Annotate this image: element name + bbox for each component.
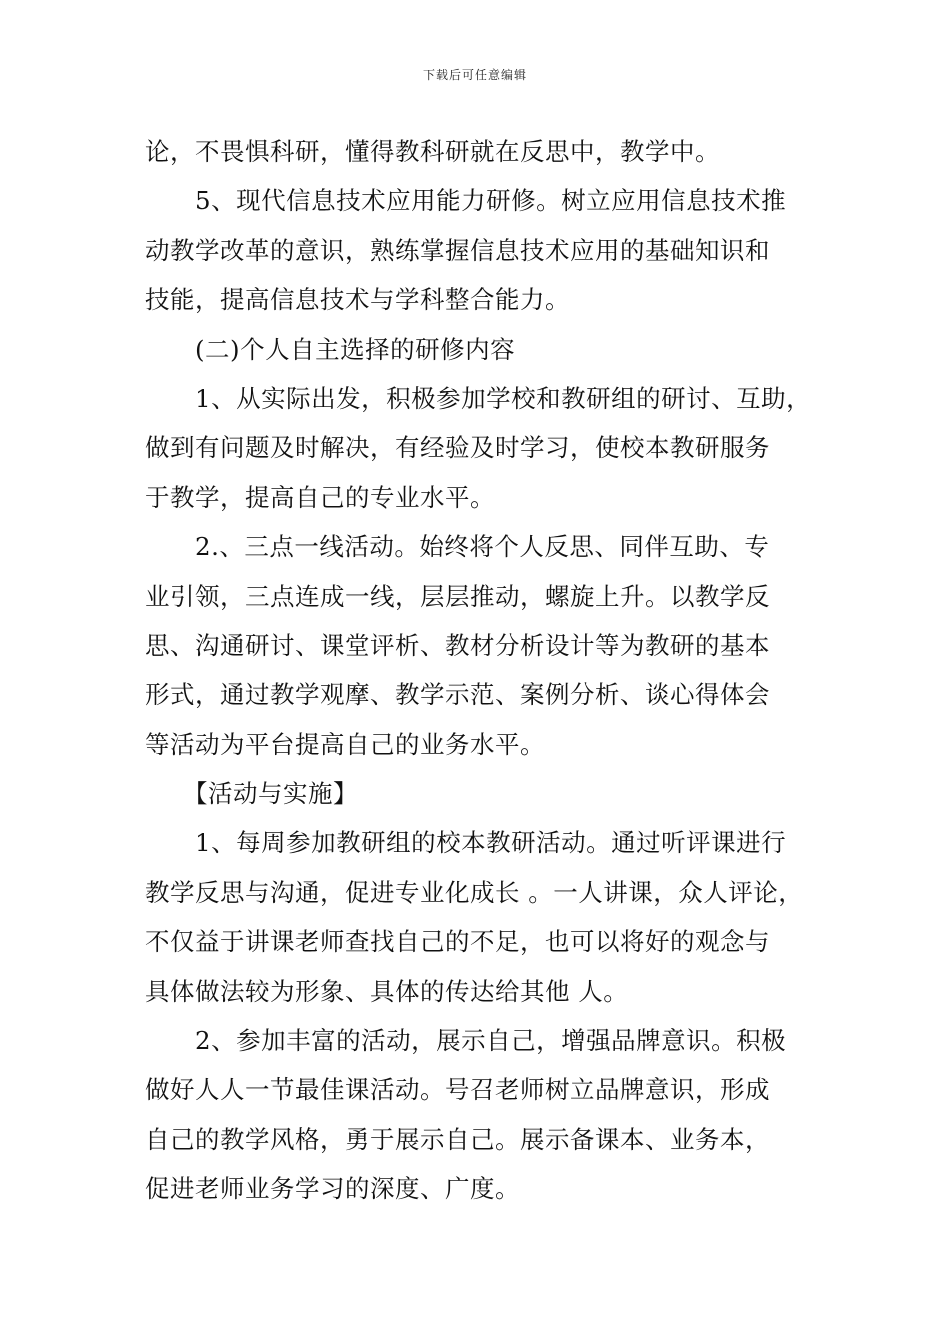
text-line: 形式，通过教学观摩、教学示范、案例分析、谈心得体会 bbox=[145, 680, 770, 710]
text-line: 1、每周参加教研组的校本教研活动。通过听评课进行 bbox=[195, 828, 787, 858]
text-line: 做好人人一节最佳课活动。号召老师树立品牌意识，形成 bbox=[145, 1075, 770, 1105]
section-heading: 【活动与实施】 bbox=[183, 779, 358, 809]
text-line: 动教学改革的意识，熟练掌握信息技术应用的基础知识和 bbox=[145, 235, 770, 265]
text-line: 业引领，三点连成一线，层层推动，螺旋上升。以教学反 bbox=[145, 581, 770, 611]
text-line: 等活动为平台提高自己的业务水平。 bbox=[145, 729, 545, 759]
text-line: 2、参加丰富的活动，展示自己，增强品牌意识。积极 bbox=[195, 1026, 787, 1056]
text-line: 于教学，提高自己的专业水平。 bbox=[145, 482, 495, 512]
text-line: 论，不畏惧科研，懂得教科研就在反思中，教学中。 bbox=[145, 137, 720, 166]
text-line: 思、沟通研讨、课堂评析、教材分析设计等为教研的基本 bbox=[145, 630, 770, 660]
text-line: 促进老师业务学习的深度、广度。 bbox=[145, 1174, 520, 1204]
text-line: 教学反思与沟通，促进专业化成长 。一人讲课，众人评论， bbox=[145, 877, 804, 907]
text-line: 技能，提高信息技术与学科整合能力。 bbox=[145, 285, 570, 315]
page-header: 下载后可任意编辑 bbox=[422, 68, 527, 82]
text-line: 5、现代信息技术应用能力研修。树立应用信息技术推 bbox=[195, 186, 787, 216]
text-line: 自己的教学风格，勇于展示自己。展示备课本、业务本， bbox=[145, 1124, 770, 1154]
text-line: 做到有问题及时解决，有经验及时学习，使校本教研服务 bbox=[145, 433, 770, 463]
text-line: 1、从实际出发，积极参加学校和教研组的研讨、互助， bbox=[195, 383, 812, 413]
document-body bbox=[145, 127, 825, 1214]
text-line: 具体做法较为形象、具体的传达给其他 人。 bbox=[145, 976, 629, 1006]
section-heading: (二)个人自主选择的研修内容 bbox=[195, 334, 516, 364]
text-line: 不仅益于讲课老师查找自己的不足，也可以将好的观念与 bbox=[145, 927, 770, 957]
text-line: 2.、三点一线活动。始终将个人反思、同伴互助、专 bbox=[195, 532, 770, 562]
